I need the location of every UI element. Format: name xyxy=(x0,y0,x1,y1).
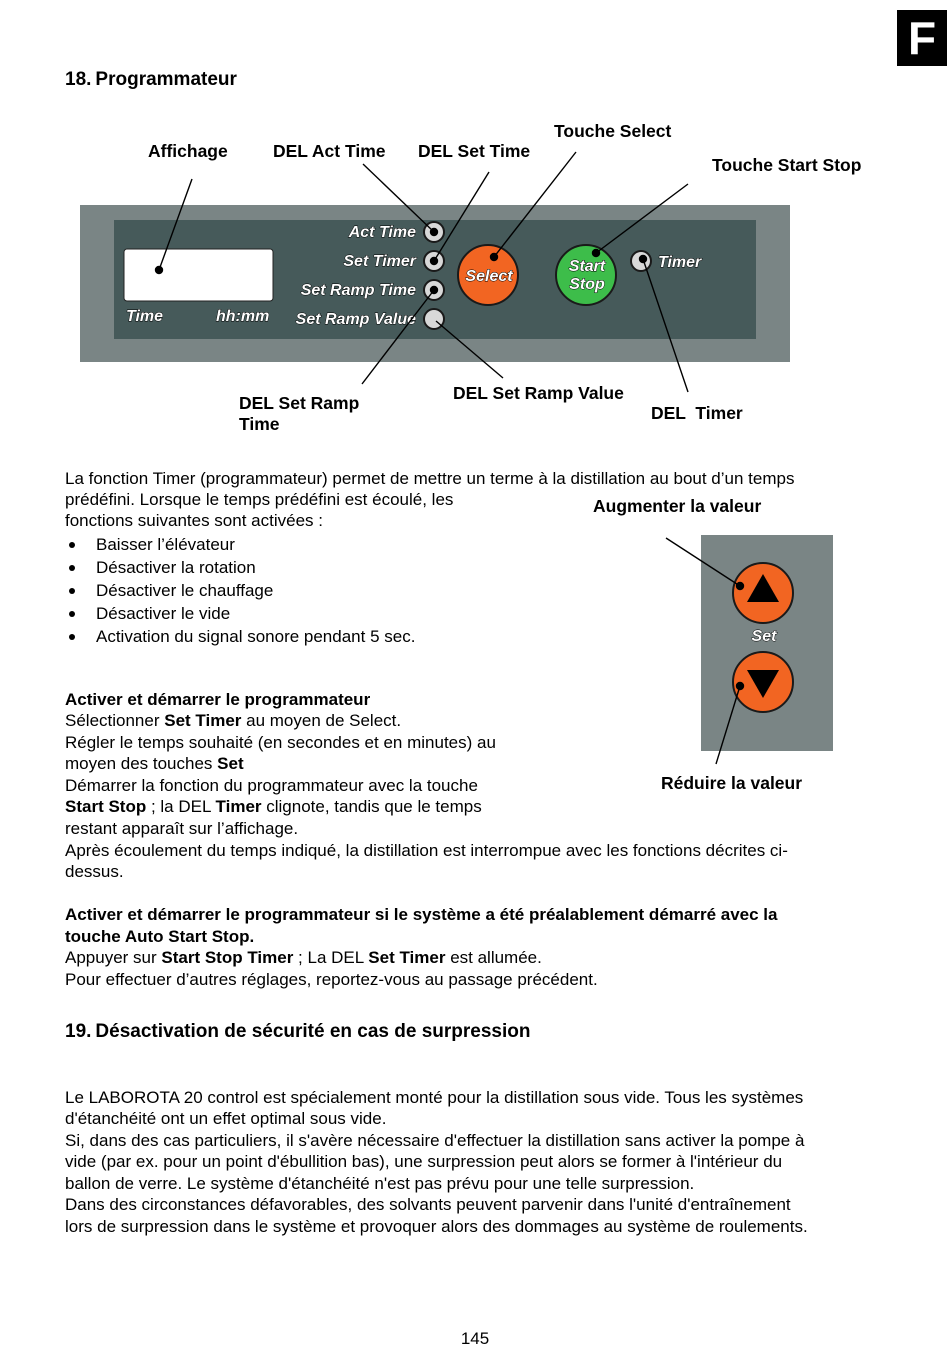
section-number: 18. xyxy=(65,69,92,90)
start-button-label: Start xyxy=(568,258,606,275)
text-run: clignote, tandis que le temps xyxy=(261,797,482,816)
text-run: ; La DEL xyxy=(293,948,369,967)
pointer-dot xyxy=(156,267,163,274)
activate-heading: Activer et démarrer le programmateur xyxy=(65,690,371,709)
section-19-line: Si, dans des cas particuliers, il s'avère nécessaire d'effectuer la distillation sans activer la pompe à xyxy=(65,1131,805,1150)
pointer-dot xyxy=(737,683,744,690)
callout-touche-select: Touche Select xyxy=(554,121,672,141)
activate-paragraph-2b xyxy=(65,753,244,775)
activate-paragraph-3: Démarrer la fonction du programmateur avec la touche xyxy=(65,776,478,795)
callout-augmenter: Augmenter la valeur xyxy=(593,496,762,516)
page-number: 145 xyxy=(460,1329,490,1348)
text-run: ; la DEL xyxy=(146,797,216,816)
text-run: Appuyer sur xyxy=(65,948,162,967)
section-19-heading xyxy=(65,1021,531,1043)
callout-affichage: Affichage xyxy=(148,141,228,161)
set-keypad-figure xyxy=(640,520,860,770)
display-time-label: Time xyxy=(126,308,164,325)
activate-paragraph-3b xyxy=(65,796,482,818)
section-title: Désactivation de sécurité en cas de surpression xyxy=(95,1021,531,1042)
pointer-dot xyxy=(593,250,600,257)
start-stop-button[interactable] xyxy=(556,245,616,305)
text-run-bold: Set xyxy=(217,754,244,773)
activate-paragraph-1 xyxy=(65,710,401,732)
text-run-bold: Set Timer xyxy=(368,948,446,967)
list-item: Désactiver la rotation xyxy=(65,556,415,579)
led-label-set-ramp-time: Set Ramp Time xyxy=(300,282,416,299)
function-list xyxy=(65,533,415,648)
text-run-bold: Timer xyxy=(215,797,262,816)
pointer-dot xyxy=(491,254,498,261)
section-number: 19. xyxy=(65,1021,92,1042)
section-19-line: d'étanchéité ont un effet optimal sous vide. xyxy=(65,1109,387,1128)
pointer-dot xyxy=(431,258,438,265)
activate-paragraph-4: Après écoulement du temps indiqué, la distillation est interrompue avec les fonctions décrites ci- xyxy=(65,841,788,860)
text-run: est allumée. xyxy=(445,948,542,967)
callout-del-set-time: DEL Set Time xyxy=(418,141,531,161)
list-item: Activation du signal sonore pendant 5 sec. xyxy=(65,625,415,648)
display-hhmm-label: hh:mm xyxy=(216,308,270,325)
list-item: Baisser l’élévateur xyxy=(65,533,415,556)
callout-touche-start-stop: Touche Start Stop xyxy=(712,155,862,175)
callout-line: Time xyxy=(239,414,280,434)
text-run: Sélectionner xyxy=(65,711,165,730)
activate-paragraph-3c: restant apparaît sur l’affichage. xyxy=(65,819,299,838)
led-label-act-time: Act Time xyxy=(348,224,416,241)
intro-line: prédéfini. Lorsque le temps prédéfini est écoulé, les xyxy=(65,490,454,509)
text-run: moyen des touches xyxy=(65,754,218,773)
callout-line: DEL Set Ramp xyxy=(239,393,360,413)
pointer-dot xyxy=(737,583,744,590)
list-item: Désactiver le vide xyxy=(65,602,415,625)
activate-auto-heading: Activer et démarrer le programmateur si le système a été préalablement démarré avec la xyxy=(65,905,778,924)
callout-del-set-ramp-value: DEL Set Ramp Value xyxy=(453,383,624,403)
callout-reduire: Réduire la valeur xyxy=(661,773,803,793)
intro-line: fonctions suivantes sont activées : xyxy=(65,511,323,530)
list-item: Désactiver le chauffage xyxy=(65,579,415,602)
pointer-dot xyxy=(431,229,438,236)
language-tab: F xyxy=(897,10,947,66)
text-run-bold: Start Stop xyxy=(65,797,147,816)
intro-line: La fonction Timer (programmateur) permet de mettre un terme à la distillation au bout d’un temps xyxy=(65,469,795,488)
pointer-dot xyxy=(431,287,438,294)
section-title: Programmateur xyxy=(95,69,237,90)
select-button-label: Select xyxy=(465,268,513,285)
set-label: Set xyxy=(751,628,777,645)
section-19-line: ballon de verre. Le système d'étanchéité n'est pas prévu pour une telle surpression. xyxy=(65,1174,695,1193)
text-run: au moyen de Select. xyxy=(241,711,402,730)
section-19-line: Le LABOROTA 20 control est spécialement monté pour la distillation sous vide. Tous les systèmes xyxy=(65,1088,804,1107)
control-panel-figure xyxy=(0,0,950,460)
section-19-line: vide (par ex. pour un point d'ébullition bas), une surpression peut alors se former à l'intérieur du xyxy=(65,1152,783,1171)
callout-del-act-time: DEL Act Time xyxy=(273,141,386,161)
stop-button-label: Stop xyxy=(569,276,605,293)
display-screen xyxy=(124,249,273,301)
activate-paragraph-4b: dessus. xyxy=(65,862,124,881)
section-19-line: lors de surpression dans le système et provoquer alors des dommages au système de roulements. xyxy=(65,1217,808,1236)
text-run-bold: Start Stop Timer xyxy=(161,948,294,967)
text-run-bold: Set Timer xyxy=(164,711,242,730)
callout-del-timer: DEL Timer xyxy=(651,403,743,423)
activate-auto-heading-2: touche Auto Start Stop. xyxy=(65,927,255,946)
timer-led-label: Timer xyxy=(658,254,702,271)
activate-auto-paragraph-1 xyxy=(65,947,542,969)
led-label-set-timer: Set Timer xyxy=(343,253,416,270)
led-label-set-ramp-value: Set Ramp Value xyxy=(295,311,416,328)
section-19-line: Dans des circonstances défavorables, des solvants peuvent parvenir dans l'unité d'entraînement xyxy=(65,1195,791,1214)
pointer-dot xyxy=(640,256,647,263)
activate-paragraph-2: Régler le temps souhaité (en secondes et en minutes) au xyxy=(65,733,496,752)
activate-auto-paragraph-2: Pour effectuer d’autres réglages, reportez-vous au passage précédent. xyxy=(65,970,598,989)
